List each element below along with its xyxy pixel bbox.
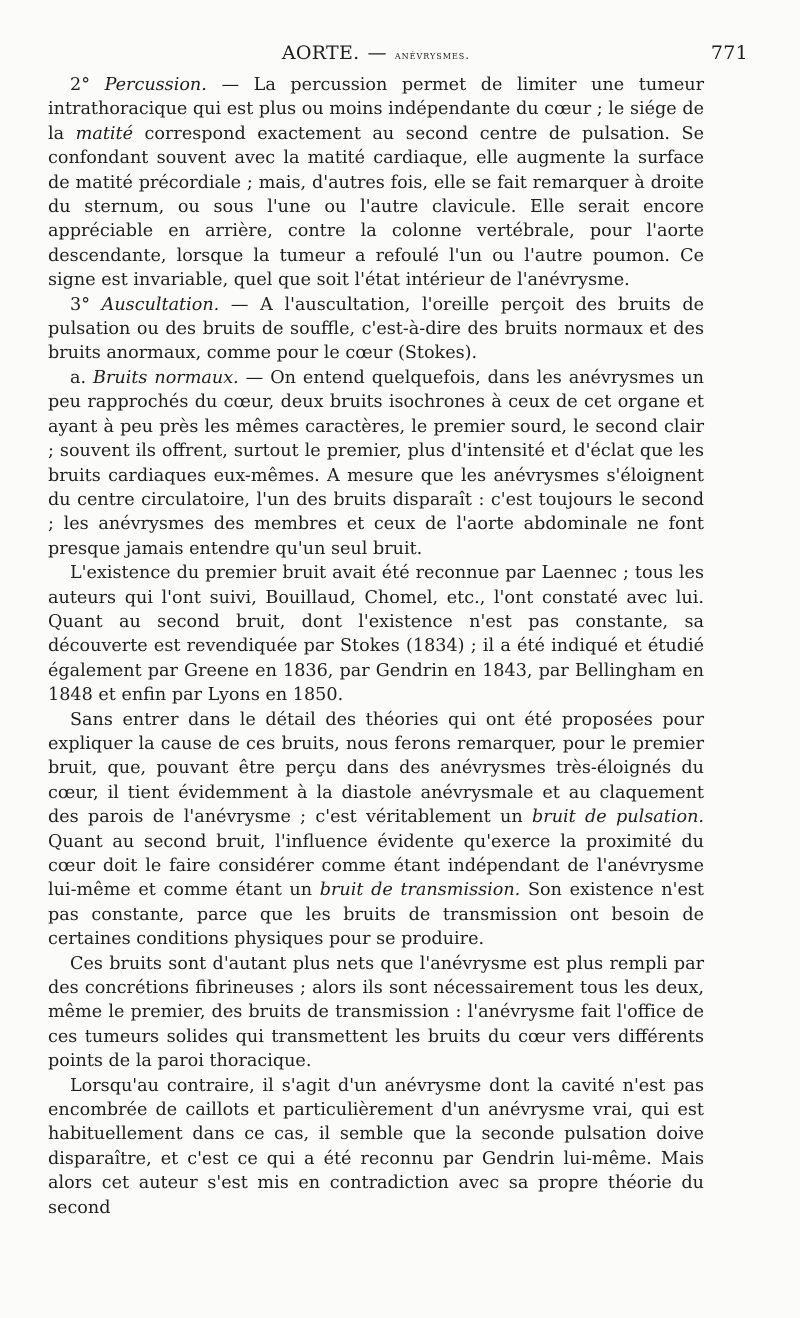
running-header [48, 42, 748, 72]
paragraph-concretions: Ces bruits sont d'autant plus nets que l'anévrysme est plus rempli par des concrétions fibrineuses ; alors ils sont nécessairement tous les deux, même le premier, des bruits de transmission : l'anévrysme fait l'office de ces tumeurs solides qui transmettent les bruits du cœur vers différents points de la paroi thoracique. [48, 953, 704, 1072]
header-dash: — [367, 42, 387, 64]
paragraph-laennec: L'existence du premier bruit avait été reconnue par Laennec ; tous les auteurs qui l'ont suivi, Bouillaud, Chomel, etc., l'ont constaté avec lui. Quant au second bruit, dont l'existence n'est pas constante, sa découverte est revendiquée par Stokes (1834) ; il a été indiqué et étudié également par Greene en 1836, par Gendrin en 1843, par Bellingham en 1848 et enfin par Lyons en 1850. [48, 563, 704, 706]
paragraph-auscultation: 3° Auscultation. — A l'auscultation, l'oreille perçoit des bruits de pulsation ou des bruits de souffle, c'est-à-dire des bruits normaux et des bruits anormaux, comme pour le cœur (Stokes). [48, 294, 704, 364]
header-title: AORTE. [281, 42, 360, 64]
paragraph-gendrin: Lorsqu'au contraire, il s'agit d'un anévrysme dont la cavité n'est pas encombrée de caillots et particulièrement d'un anévrysme vrai, qui est habituellement dans ce cas, il semble que la seconde pulsation doive disparaître, et c'est ce qui a été reconnu par Gendrin lui-même. Mais alors cet auteur s'est mis en contradiction avec sa propre théorie du second [48, 1075, 704, 1218]
page-body [48, 73, 704, 1220]
page-number: 771 [710, 42, 748, 64]
paragraph-theories: Sans entrer dans le détail des théories qui ont été proposées pour expliquer la cause de ces bruits, nous ferons remarquer, pour le premier bruit, que, pouvant être perçu dans des anévrysmes très-éloignés du cœur, il tient évidemment à la diastole anévrysmale et au claquement des parois de l'anévrysme ; c'est véritablement un bruit de pulsation. Quant au second bruit, l'influence évidente qu'exerce la proximité du cœur doit le faire considérer comme étant indépendant de l'anévrysme lui-même et comme étant un bruit de transmission. Son existence n'est pas constante, parce que les bruits de transmission ont besoin de certaines conditions physiques pour se produire. [48, 709, 704, 950]
header-subtitle: anévrysmes. [394, 48, 471, 62]
paragraph-bruits-normaux: a. Bruits normaux. — On entend quelquefois, dans les anévrysmes un peu rapprochés du cœur, deux bruits isochrones à ceux de cet organe et ayant à peu près les mêmes caractères, le premier sourd, le second clair ; souvent ils offrent, surtout le premier, plus d'intensité et d'éclat que les bruits cardiaques eux-mêmes. A mesure que les anévrysmes s'éloignent du centre circulatoire, l'un des bruits disparaît : c'est toujours le second ; les anévrysmes des membres et ceux de l'aorte abdominale ne font presque jamais entendre qu'un seul bruit. [48, 367, 704, 559]
paragraph-percussion: 2° Percussion. — La percussion permet de limiter une tumeur intrathoracique qui est plus ou moins indépendante du cœur ; le siége de la matité correspond exactement au second centre de pulsation. Se confondant souvent avec la matité cardiaque, elle augmente la surface de matité précordiale ; mais, d'autres fois, elle se fait remarquer à droite du sternum, ou sous l'une ou l'autre clavicule. Elle serait encore appréciable en arrière, contre la colonne vertébrale, pour l'aorte descendante, lorsque la tumeur a refoulé l'un ou l'autre poumon. Ce signe est invariable, quel que soit l'état intérieur de l'anévrysme. [48, 75, 704, 291]
